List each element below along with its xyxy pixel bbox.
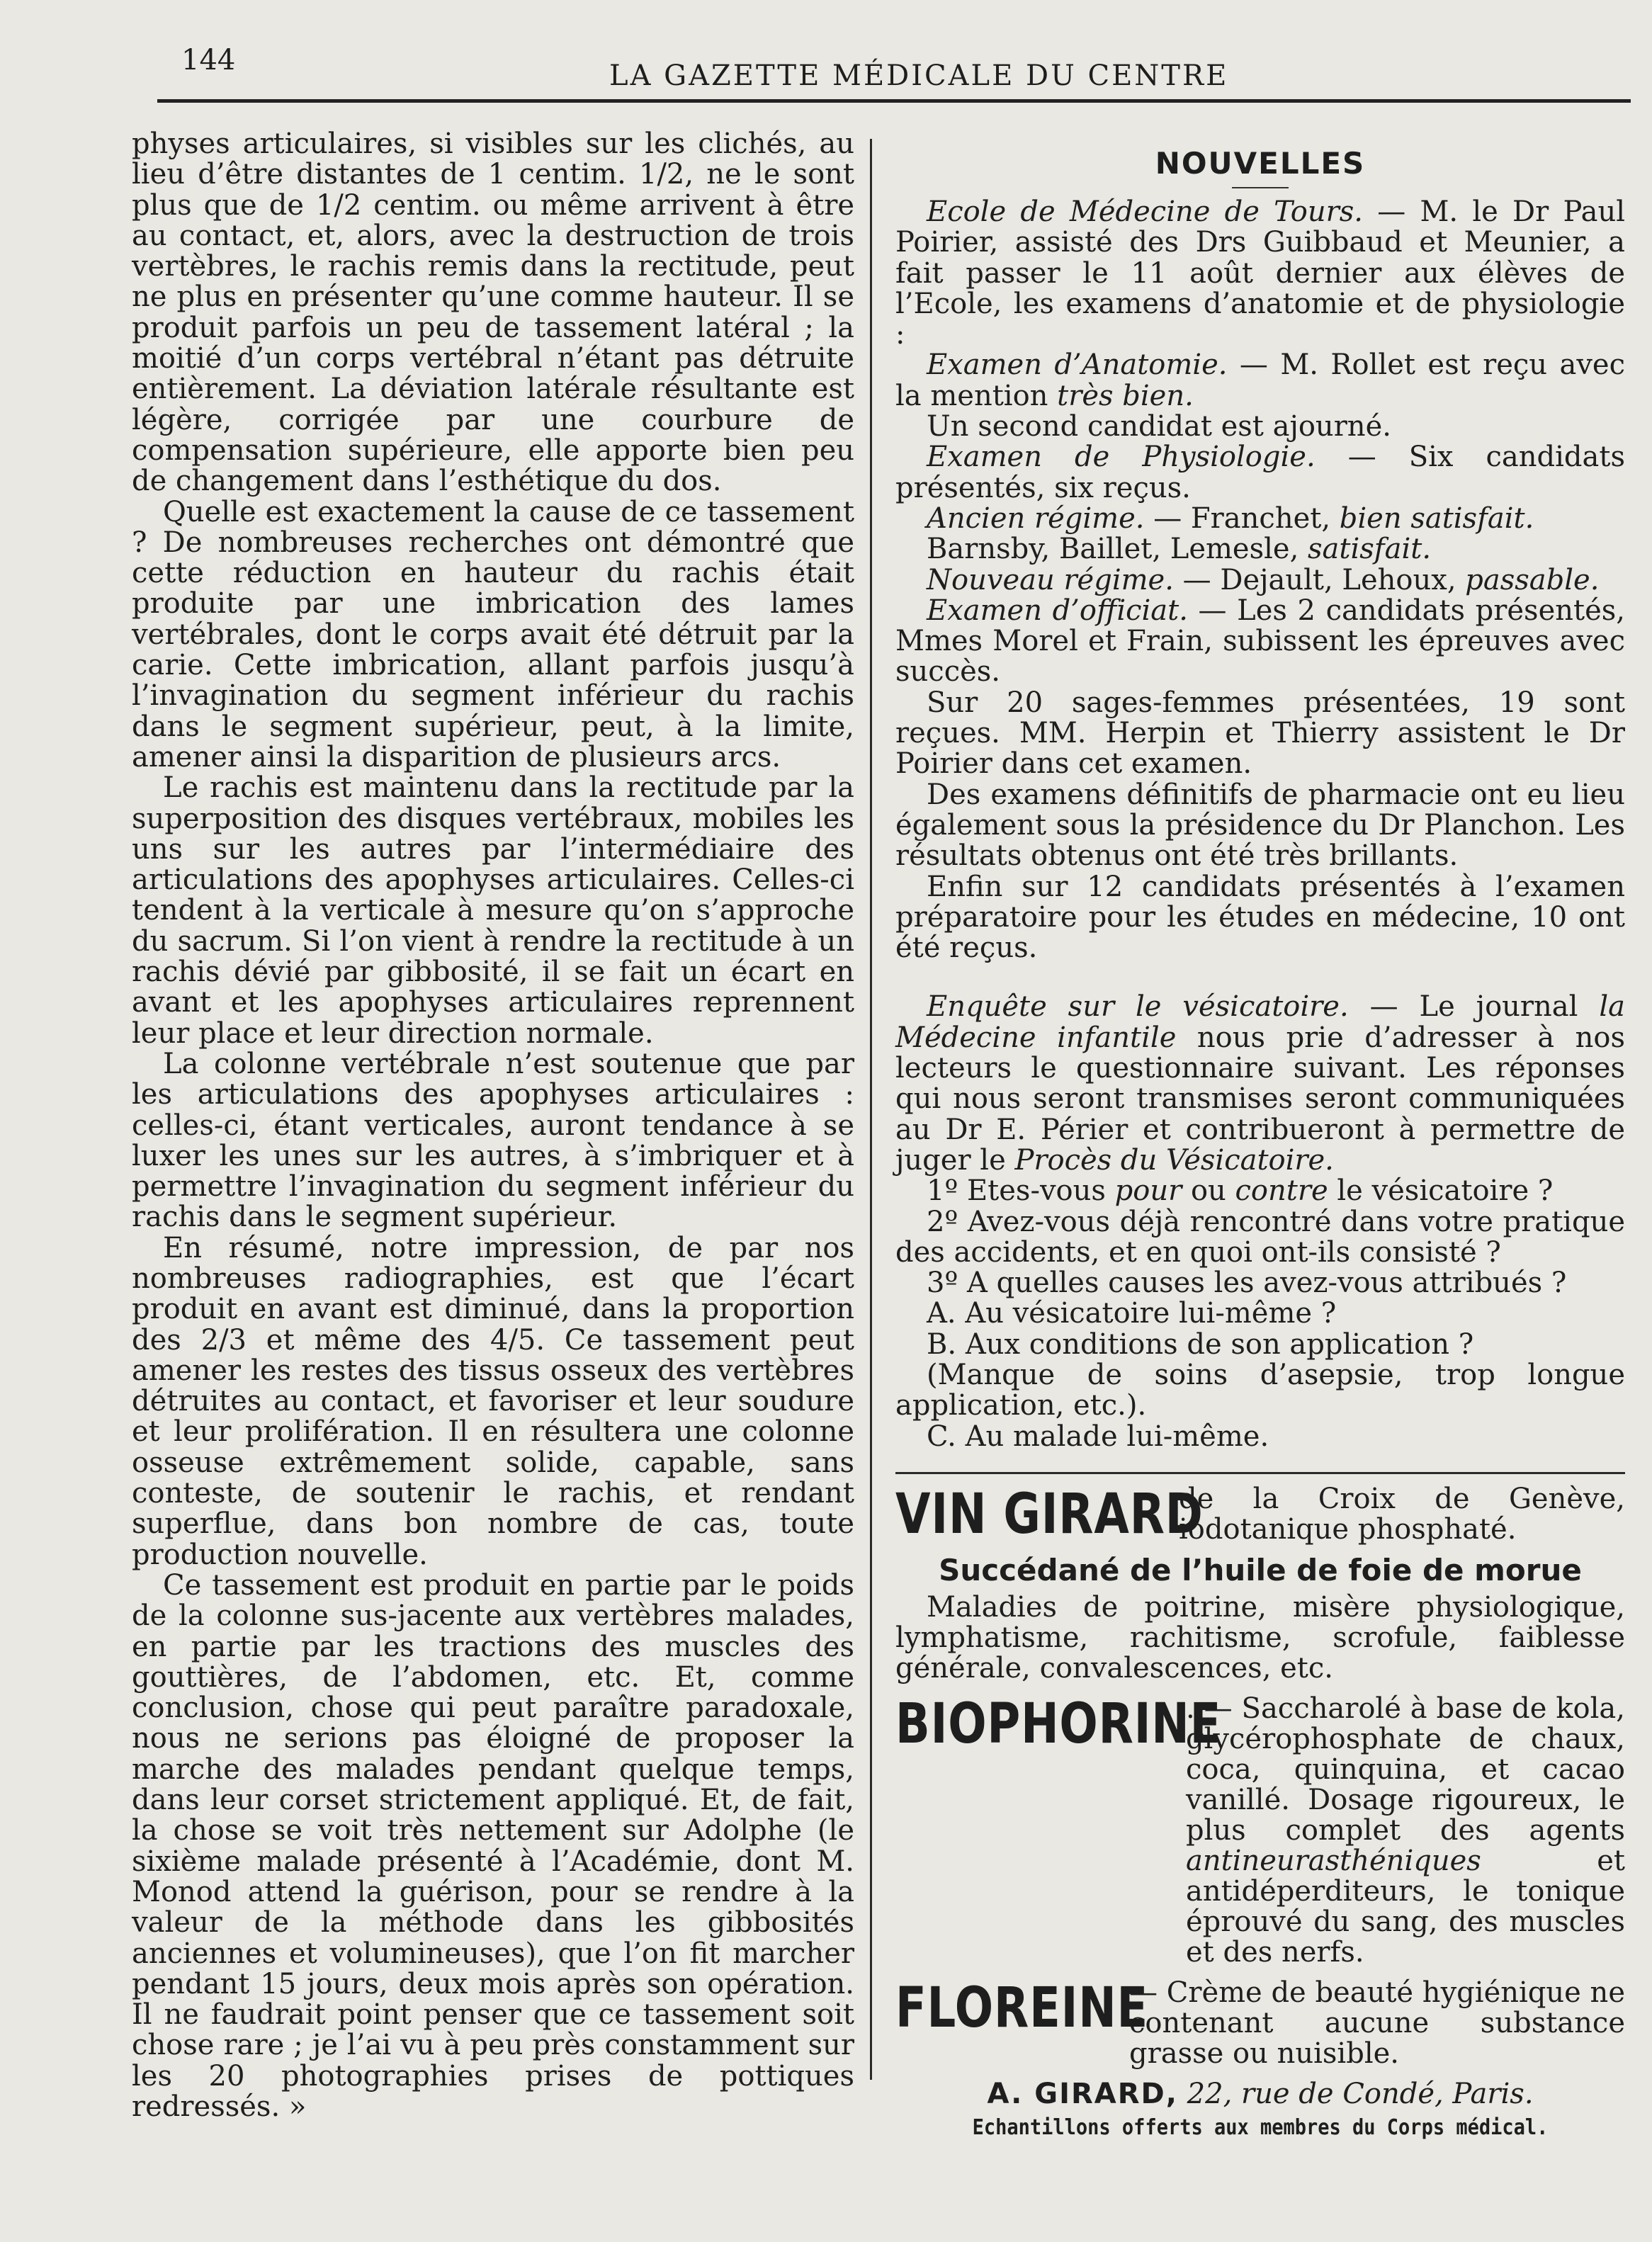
vin-girard-uses: Maladies de poitrine, misère physiologique, lymphatisme, rachitisme, scrofule, faiblesse générale, convalescences, etc. <box>895 1591 1625 1685</box>
article-paragraph: La colonne vertébrale n’est soutenue que par les articulations des apophyses articulaires : celles-ci, étant verticales, auront tendance à se luxer les unes sur les autres, à s’imbriquer et à permettre l’invagination du segment inférieur du rachis dans le segment supérieur. <box>132 1047 854 1234</box>
exam-ancien-regime-more: Barnsby, Baillet, Lemesle, satisfait. <box>927 533 1432 566</box>
exam-anatomie: Examen d’Anatomie. — M. Rollet est reçu avec la mention très bien. <box>895 349 1625 412</box>
column-divider <box>870 139 872 2080</box>
news-heading: Ecole de Médecine de Tours. <box>927 196 1363 228</box>
question-b: B. Aux conditions de son application ? <box>927 1327 1474 1361</box>
question-3: 3º A quelles causes les avez-vous attribués ? <box>927 1267 1567 1300</box>
question-c: C. Au malade lui-même. <box>927 1420 1269 1453</box>
exam-officiat: Examen d’officiat. — Les 2 candidats présentés, Mmes Morel et Frain, subissent les épreuves avec succès. <box>895 594 1625 689</box>
article-paragraph: En résumé, notre impression, de par nos nombreuses radiographies, est que l’écart produit en avant est diminué, dans la proportion des 2/3 et même des 4/5. Ce tassement peut amener les restes des tissus osseux des vertèbres détruites au contact, et favoriser et leur soudure et leur prolifération. Il en résultera une colonne osseuse extrêmement solide, capable, sans conteste, de soutenir le rachis, et rendant superflue, dans bon nombre de cas, toute production nouvelle. <box>132 1231 854 1571</box>
news-enquete: Enquête sur le vésicatoire. — Le journal la Médecine infantile nous prie d’adresser à nos lecteurs le questionnaire suivant. Les réponses qui nous seront transmises seront communiquées au Dr E. Périer et contribueront à permettre de juger le Procès du Vésicatoire. <box>895 990 1625 1177</box>
exam-anatomie-second: Un second candidat est ajourné. <box>927 410 1391 443</box>
advertisement <box>895 1472 1625 2144</box>
floreine-description: — Crème de beauté hygiénique ne contenant aucune substance grasse ou nuisible. <box>1129 1976 1625 2071</box>
section-title: NOUVELLES <box>1155 146 1366 181</box>
right-column <box>895 139 1625 2144</box>
spacer <box>895 963 1625 992</box>
header-rule <box>157 99 1631 103</box>
vin-girard-row <box>895 1484 1625 1545</box>
advertiser-address: A. GIRARD, 22, rue de Condé, Paris. <box>987 2078 1534 2111</box>
question-b-note: (Manque de soins d’asepsie, trop longue application, etc.). <box>895 1358 1625 1422</box>
exam-physiologie: Examen de Physiologie. — Six candidats présentés, six reçus. <box>895 441 1625 504</box>
vin-girard-description: de la Croix de Genève, iodotanique phosphaté. <box>1179 1482 1625 1546</box>
samples-notice: Echantillons offerts aux membres du Corps médical. <box>972 2115 1549 2141</box>
news-preparatoire: Enfin sur 12 candidats présentés à l’examen préparatoire pour les études en médecine, 10 ont été reçus. <box>895 870 1625 965</box>
running-title: LA GAZETTE MÉDICALE DU CENTRE <box>609 60 1229 92</box>
biophorine-row <box>895 1694 1625 1968</box>
question-a: A. Au vésicatoire lui-même ? <box>927 1297 1337 1330</box>
biophorine-description: . — Saccharolé à base de kola, glycérophosphate de chaux, coca, quinquina, et cacao vanillé. Dosage rigoureux, le plus complet des agents antineurasthéniques et antidéperditeurs, le tonique éprouvé du sang, des muscles et des nerfs. <box>1186 1692 1625 1969</box>
vin-girard-tagline: Succédané de l’huile de foie de morue <box>939 1552 1582 1587</box>
left-column <box>132 129 854 2122</box>
question-1: 1º Etes-vous pour ou contre le vésicatoire ? <box>927 1174 1554 1208</box>
floreine-row <box>895 1978 1625 2069</box>
brand-vin-girard: VIN GIRARD <box>895 1482 1204 1546</box>
page-number: 144 <box>181 44 236 77</box>
brand-floreine: FLOREINE <box>895 1976 1149 2041</box>
news-sages-femmes: Sur 20 sages-femmes présentées, 19 sont reçues. MM. Herpin et Thierry assistent le Dr Poirier dans cet examen. <box>895 686 1625 781</box>
exam-ancien-regime: Ancien régime. — Franchet, bien satisfait. <box>927 502 1534 535</box>
article-paragraph: Ce tassement est produit en partie par le poids de la colonne sus-jacente aux vertèbres malades, en partie par les tractions des muscles des gouttières, de l’abdomen, etc. Et, comme conclusion, chose qui peut paraître paradoxale, nous ne serions pas éloigné de proposer la marche des malades pendant quelque temps, dans leur corset strictement appliqué. Et, de fait, la chose se voit très nettement sur Adolphe (le sixième malade présenté à l’Académie, dont M. Monod attend la guérison, pour se rendre à la valeur de la méthode dans les gibbosités anciennes et volumineuses), que l’on fit marcher pendant 15 jours, deux mois après son opération. Il ne faudrait point penser que ce tassement soit chose rare ; je l’ai vu à peu près constamment sur les 20 photographies prises de pottiques redressés. » <box>132 1568 854 2123</box>
question-2: 2º Avez-vous déjà rencontré dans votre pratique des accidents, et en quoi ont-ils consisté ? <box>895 1205 1625 1269</box>
title-rule <box>1232 187 1289 188</box>
brand-biophorine: BIOPHORINE <box>895 1692 1222 1757</box>
article-paragraph: Quelle est exactement la cause de ce tassement ? De nombreuses recherches ont démontré que cette réduction en hauteur du rachis était produite par une imbrication des lames vertébrales, dont le corps avait été détruit par la carie. Cette imbrication, allant parfois jusqu’à l’invagination du segment inférieur du rachis dans le segment supérieur, peut, à la limite, amener ainsi la disparition de plusieurs arcs. <box>132 495 854 774</box>
article-paragraph: physes articulaires, si visibles sur les clichés, au lieu d’être distantes de 1 centim. 1/2, ne le sont plus que de 1/2 centim. ou même arrivent à être au contact, et, alors, avec la destruction de trois vertèbres, le rachis remis dans la rectitude, peut ne plus en présenter qu’une comme hauteur. Il se produit parfois un peu de tassement latéral ; la moitié d’un corps vertébral n’étant pas détruite entièrement. La déviation latérale résultante est légère, corrigée par une courbure de compensation supérieure, elle apporte bien peu de changement dans l’esthétique du dos. <box>132 128 854 498</box>
news-pharmacie: Des examens définitifs de pharmacie ont eu lieu également sous la présidence du Dr Planchon. Les résultats obtenus ont été très brillants. <box>895 778 1625 873</box>
article-paragraph: Le rachis est maintenu dans la rectitude par la superposition des disques vertébraux, mobiles les uns sur les autres par l’intermédiaire des articulations des apophyses articulaires. Celles-ci tendent à la verticale à mesure qu’on s’approche du sacrum. Si l’on vient à rendre la rectitude à un rachis dévié par gibbosité, il se fait un écart en avant et les apophyses articulaires reprennent leur place et leur direction normale. <box>132 771 854 1050</box>
exam-nouveau-regime: Nouveau régime. — Dejault, Lehoux, passable. <box>927 563 1600 596</box>
news-tours-intro: Ecole de Médecine de Tours. — M. le Dr Paul Poirier, assisté des Drs Guibbaud et Meunier, a fait passer le 11 août dernier aux élèves de l’Ecole, les examens d’anatomie et de physiologie : <box>895 196 1625 351</box>
